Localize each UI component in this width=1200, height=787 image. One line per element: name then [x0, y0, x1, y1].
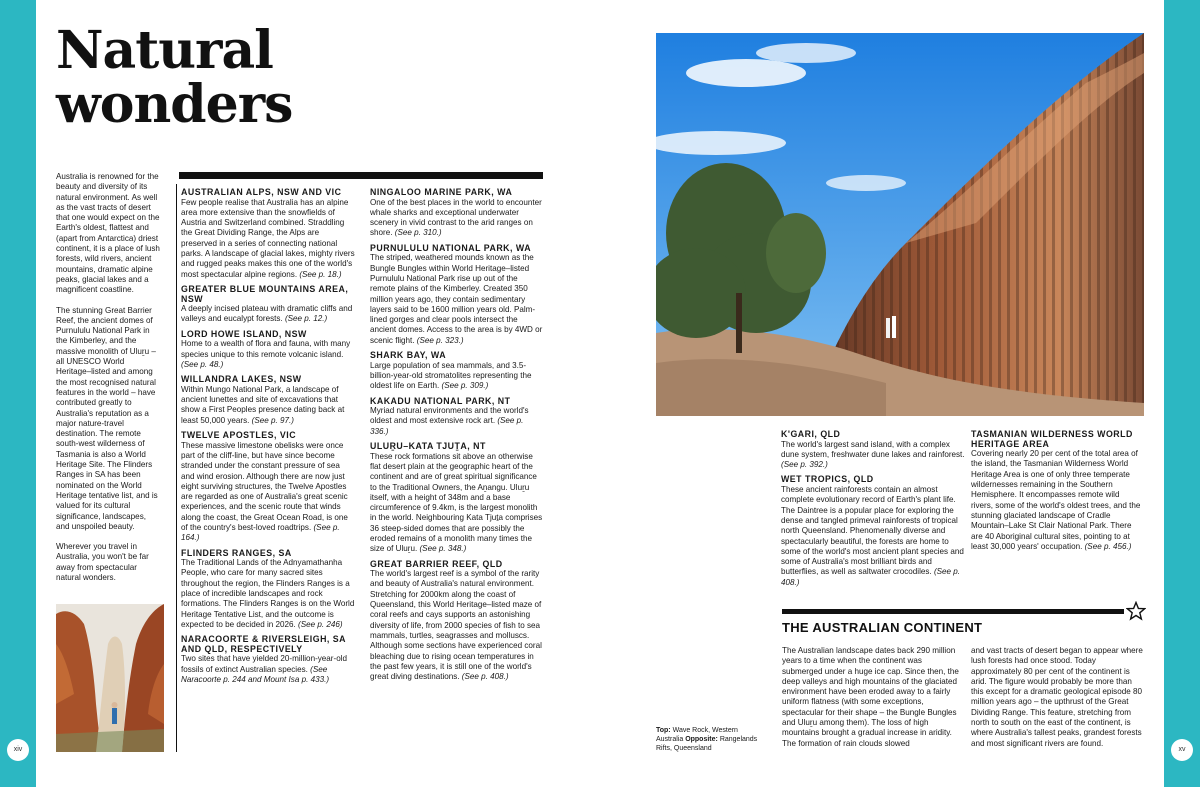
entry-heading: FLINDERS RANGES, SA — [181, 547, 292, 558]
entry-body: Myriad natural environments and the world's oldest and most extensive rock art. — [370, 406, 529, 426]
entry-body: Covering nearly 20 per cent of the total area of the island, the Tasmanian Wilderness World Heritage Area is one of only three temperate wildernesses remaining in the Southern Hemisphere. It encompasses remote wild rivers, some of the world's oldest trees, and the stunning glaciated landscape of Cradle Mountain–Lake St Clair National Park. There are 40 Aboriginal cultural sites, pointing to at least 30,000 years' occupation. — [971, 449, 1141, 551]
list-item — [181, 635, 355, 685]
section-rule — [179, 172, 543, 179]
entry-heading: PURNULULU NATIONAL PARK, WA — [370, 242, 532, 253]
entry-ref: (See p. 392.) — [781, 460, 828, 470]
list-item — [181, 285, 355, 325]
photo-caption — [656, 726, 766, 753]
column-3 — [781, 430, 966, 593]
entry-heading: LORD HOWE ISLAND, NSW — [181, 328, 307, 339]
left-edge-band — [0, 0, 36, 787]
list-item — [370, 244, 543, 346]
entry-body: Large population of sea mammals, and 3.5-billion-year-old stromatolites representing the oldest life on Earth. — [370, 360, 532, 391]
entry-body: These rock formations sit above an otherwise flat desert plain at the geographic heart of the continent and are of great spiritual significance to the Traditional Owners, the Aṉangu. Uluṟu itself, with a height of 348m and a base circumference of 9.4km, is the largest monolith in the world. Neighbouring Kata Tjuṯa comprises 36 steep-sided domes that are possibly the eroded remains of a monolith many times the size of Uluṟu. — [370, 451, 543, 554]
intro-paragraph: Australia is renowned for the beauty and diversity of its natural environment. As well as the vast tracts of desert that one would expect on the Earth's oldest, flattest and (apart from Antarctica) driest continent, it is a place of lush forests, wild rivers, ancient mountains, dramatic alpine peaks, glacial lakes and a magnificent coastline. — [56, 172, 160, 295]
entry-body: One of the best places in the world to encounter whale sharks and exceptional underwater scenery in vivid contrast to the arid ranges on shore. — [370, 197, 542, 238]
list-item — [781, 430, 966, 470]
entry-body: The Traditional Lands of the Adnyamathanha People, who care for many sacred sites throughout the region, the Flinders Ranges is a place of incredible landscapes and rock formations. The Flinders Ranges is on the World Heritage Tentative List, and the outcome is expected to be decided in 2026. — [181, 558, 355, 629]
caption-opposite-text: Rangelands Rifts, Queensland — [656, 736, 758, 752]
continent-rule — [782, 609, 1124, 614]
title-line-1: Natural — [56, 20, 273, 81]
entry-body: The world's largest sand island, with a complex dune system, freshwater dune lakes and rainforest. — [781, 439, 965, 459]
entry-body: These ancient rainforests contain an almost complete evolutionary record of Earth's plant life. The Daintree is a popular place for exploring the dense and tangled primeval rainforests of tropical north Queensland. Phenomenally diverse and spectacularly beautiful, the forests are home to some of the world's most ancient plant species and some of Australia's most brilliant birds and butterflies, as well as saltwater crocodiles. — [781, 485, 964, 577]
entry-heading: GREAT BARRIER REEF, QLD — [370, 558, 503, 569]
list-item — [370, 397, 543, 437]
entry-ref: (See p. 164.) — [181, 522, 340, 543]
entry-body: Two sites that have yielded 20-million-year-old fossils of extinct Australian species. — [181, 654, 348, 674]
column-4 — [971, 430, 1143, 557]
right-edge-band — [1164, 0, 1200, 787]
entry-ref: (See p. 18.) — [299, 269, 342, 279]
entry-ref: (See p. 408.) — [781, 567, 961, 587]
entry-heading: NINGALOO MARINE PARK, WA — [370, 187, 513, 197]
caption-opposite-label: Opposite: — [685, 736, 718, 743]
entry-ref: (See p. 246) — [298, 619, 343, 629]
entry-body: Home to a wealth of flora and fauna, with many species unique to this remote volcanic island. — [181, 339, 351, 359]
intro-paragraph: The stunning Great Barrier Reef, the ancient domes of Purnululu National Park in the Kimberley, and the massive monolith of Uluṟu – all UNESCO World Heritage–listed and among the most recognised natural features in the world – have contributed greatly to Australia's reputation as a major nature-travel destination. The remote south-west wilderness of Tasmania is also a World Heritage Site. The Flinders Ranges in SA has been nominated on the World Heritage tentative list, and is valued for its cultural significance, landscapes, and unspoiled beauty. — [56, 305, 158, 531]
entry-heading: WILLANDRA LAKES, NSW — [181, 374, 302, 385]
entry-ref: (See p. 97.) — [251, 415, 294, 425]
continent-text-left: The Australian landscape dates back 290 million years to a time when the continent was submerged under a huge ice cap. Since then, the deep valleys and high mountains of the glaciated environment have been eroded away to a fairly uniform flatness (with some exceptions, spectacular for their shape – the Bungle Bungles and Uluṟu among them). The loss of high mountains brought a gradual increase in aridity. The formation of rain clouds slowed — [782, 646, 959, 748]
entry-body: Few people realise that Australia has an alpine area more extensive than the snowfields of Austria and Switzerland combined. Straddling the Great Dividing Range, the Alps are preserved in a series of connecting national parks. A landscape of glacial lakes, mighty rivers and rugged peaks makes this one of the world's most spectacular alpine regions. — [181, 197, 355, 279]
entry-heading: NARACOORTE & RIVERSLEIGH, SA AND QLD, RESPECTIVELY — [181, 634, 346, 654]
entry-heading: KAKADU NATIONAL PARK, NT — [370, 395, 511, 406]
entry-heading: TASMANIAN WILDERNESS WORLD HERITAGE AREA — [971, 429, 1133, 449]
page-number-right: xv — [1171, 739, 1193, 761]
entry-body: These massive limestone obelisks were once part of the cliff-line, but have since become stranded under the constant pressure of sea and wind erosion. Although there are now just eight surviving structures, the Twelve Apostles are regarded as one of Australia's great scenic experiences, and the scenic route that winds along the coast, the Great Ocean Road, is one of the country's best-loved roadtrips. — [181, 440, 348, 532]
entry-ref: (See p. 348.) — [419, 544, 467, 554]
list-item — [181, 188, 355, 280]
list-item — [781, 475, 966, 588]
entry-body: The striped, weathered mounds known as the Bungle Bungles within World Heritage–listed Purnululu National Park rise up out of the remote plains of the Kimberley. Created 350 million years ago, they contain sedimentary layers said to be 1600 million years old. Palm-lined gorges and clear pools intersect the ancient domes. Access to the area is by 4WD or scenic flight. — [370, 253, 543, 345]
list-item — [181, 330, 355, 370]
wave-rock-photo — [656, 33, 1144, 416]
entry-heading: GREATER BLUE MOUNTAINS AREA, NSW — [181, 283, 349, 304]
entry-ref: (See p. 48.) — [181, 359, 224, 369]
continent-text-right: and vast tracts of desert began to appear where lush forests had once stood. Today approximately 80 per cent of the continent is arid. The figure would probably be more than this except for a dramatic geological episode 80 million years ago – the upthrust of the Great Dividing Range. This feature, stretching from north to south on the east of the continent, is where Australia's tallest peaks, grandest forests and most significant rivers are found. — [971, 646, 1143, 748]
list-item — [181, 431, 355, 544]
title-line-2: wonders — [56, 74, 293, 135]
entry-ref: (See Naracoorte p. 244 and Mount Isa p. 433.) — [181, 664, 330, 685]
entry-ref: (See p. 323.) — [416, 335, 464, 345]
page-number-left: xiv — [7, 739, 29, 761]
entry-ref: (See p. 309.) — [441, 381, 489, 391]
entry-heading: TWELVE APOSTLES, VIC — [181, 430, 297, 441]
entry-body: A deeply incised plateau with dramatic cliffs and valleys and eucalypt forests. — [181, 304, 353, 324]
magazine-spread — [36, 0, 1164, 787]
entry-heading: SHARK BAY, WA — [370, 350, 447, 361]
column-1 — [181, 188, 355, 690]
list-item — [370, 188, 543, 239]
column-divider — [176, 184, 177, 752]
caption-top-label: Top: — [656, 727, 671, 734]
star-icon — [1126, 601, 1146, 621]
page-title — [56, 20, 293, 135]
list-item — [971, 430, 1143, 552]
entry-body: Within Mungo National Park, a landscape of ancient lunettes and site of excavations that show a First Peoples presence dating back at least 50,000 years. — [181, 384, 345, 425]
intro-paragraph: Wherever you travel in Australia, you won't be far away from spectacular natural wonders. — [56, 542, 149, 582]
list-item — [181, 549, 355, 631]
entry-heading: K'GARI, QLD — [781, 429, 841, 439]
entry-ref: (See p. 336.) — [370, 416, 524, 436]
column-2 — [370, 188, 543, 687]
list-item — [370, 560, 543, 683]
entry-heading: AUSTRALIAN ALPS, NSW AND VIC — [181, 187, 342, 197]
list-item — [181, 375, 355, 426]
rangelands-rifts-photo — [56, 604, 164, 752]
entry-ref: (See p. 456.) — [1084, 541, 1132, 551]
intro-column — [56, 172, 160, 593]
entry-ref: (See p. 310.) — [394, 228, 442, 238]
entry-heading: WET TROPICS, QLD — [781, 474, 874, 485]
list-item — [370, 351, 543, 391]
continent-heading: THE AUSTRALIAN CONTINENT — [782, 620, 983, 635]
entry-ref: (See p. 12.) — [284, 314, 328, 324]
entry-body: The world's largest reef is a symbol of the rarity and beauty of Australia's natural environment. Stretching for 2000km along the coast of Queensland, this World Heritage–listed maze of coral reefs and cays supports an astonishing diversity of life, from 2000 species of fish to sea mammals, turtles, seagrasses and molluscs. Although some sections have experienced coral bleaching due to rising ocean temperatures in the past few years, it is still one of the world's great diving destinations. — [370, 569, 542, 682]
caption-top-text: Wave Rock, Western Australia — [656, 727, 738, 743]
list-item — [370, 442, 543, 555]
entry-heading: ULUṞU–KATA TJUṮA, NT — [370, 441, 486, 452]
entry-ref: (See p. 408.) — [461, 672, 509, 682]
